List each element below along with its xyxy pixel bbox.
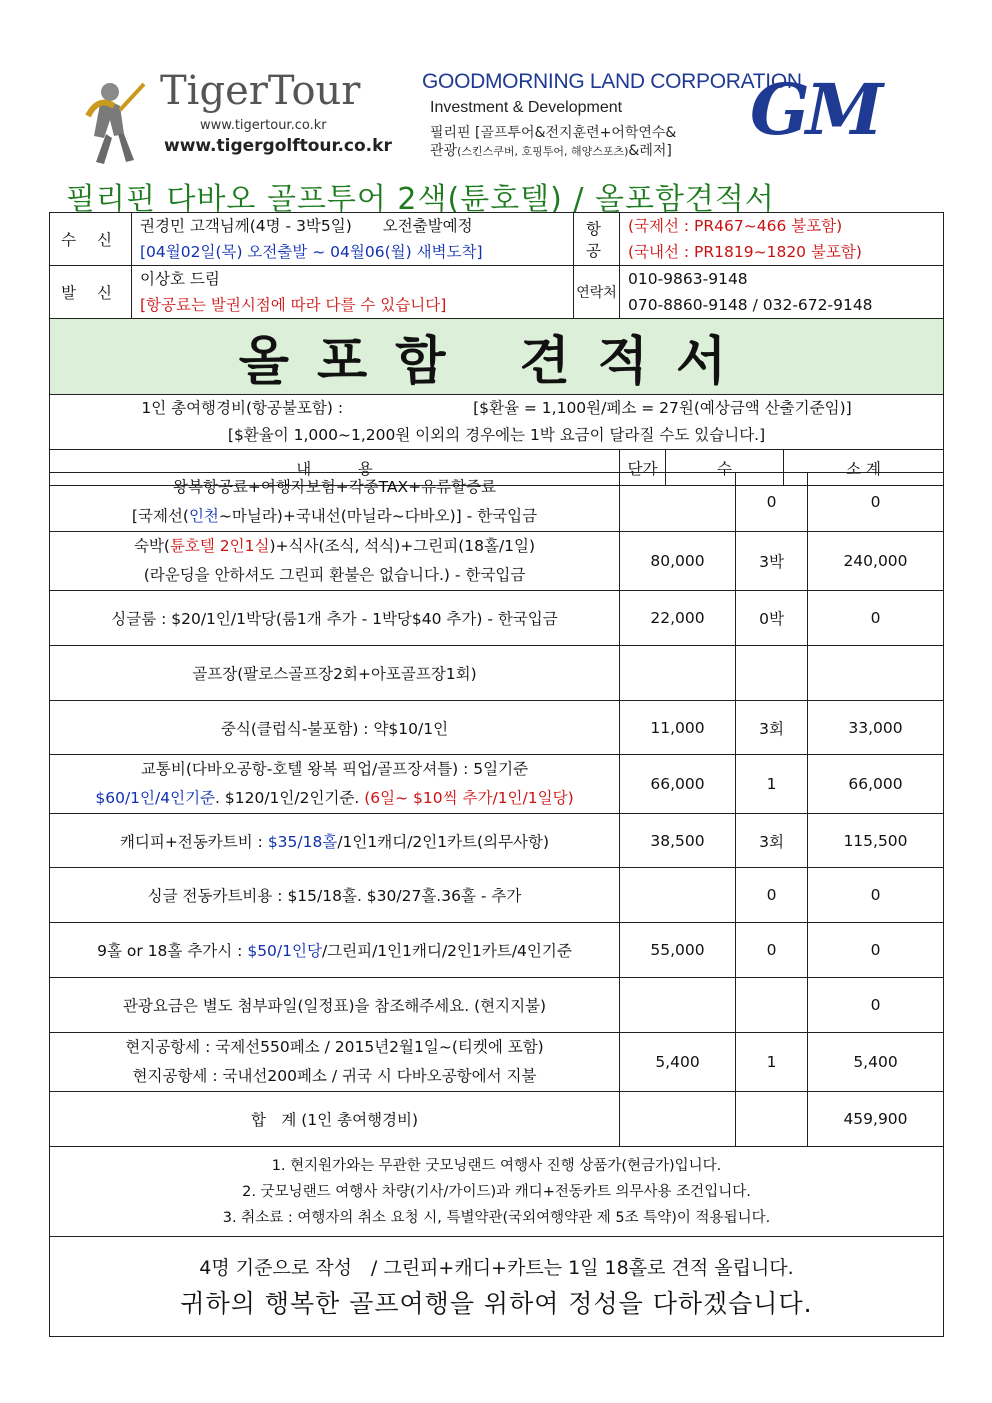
table-row: 9홀 or 18홀 추가시 : $50/1인당/그린피/1인1캐디/2인1카트/4인기준 <box>50 923 620 978</box>
items-table <box>49 472 944 1337</box>
note-item: 2. 굿모닝랜드 여행사 차량(기사/가이드)과 캐디+전동카트 의무사용 조건입니다. <box>242 1183 751 1200</box>
price-cell: 5,400 <box>620 1033 736 1092</box>
tigergolftour-url: www.tigergolftour.co.kr <box>164 136 392 156</box>
table-row: 현지공항세 : 국제선550페소 / 2015년2월1일~(티켓에 포함) 현지공항세 : 국내선200페소 / 귀국 시 다바오공항에서 지불 <box>50 1033 620 1092</box>
closing-block <box>50 1237 944 1337</box>
subtotal-cell: 5,400 <box>808 1033 944 1092</box>
contact-info: 010-9863-9148 070-8860-9148 / 032-672-9148 <box>620 266 944 319</box>
note-item: 3. 취소료 : 여행자의 취소 요청 시, 특별약관(국외여행약관 제 5조 특약)이 적용됩니다. <box>222 1209 771 1226</box>
table-row: 캐디피+전동카트비 : $35/18홀/1인1캐디/2인1카트(의무사항) <box>50 814 620 868</box>
price-cell <box>620 646 736 701</box>
table-row: 골프장(팔로스골프장2회+아포골프장1회) <box>50 646 620 701</box>
price-cell: 80,000 <box>620 532 736 591</box>
to-label: 수 신 <box>50 213 132 266</box>
table-row: 중식(클럽식-불포함) : 약$10/1인 <box>50 701 620 755</box>
air-info: (국제선 : PR467~466 불포함) (국내선 : PR1819~1820 불포함) <box>620 213 944 266</box>
golfer-logo-icon <box>70 76 150 166</box>
letterhead <box>60 66 940 166</box>
exchange-rate-info: 1인 총여행경비(항공불포함) : [$환율 = 1,100원/페소 = 27원(예상금액 산출기준임)] [$환율이 1,000~1,200원 이외의 경우에는 1박 요금이 달라질 수도 있습니다.] <box>50 395 944 450</box>
col-header-content: 내 용 <box>50 450 620 486</box>
recipient-info: 권경민 고객님께(4명 - 3박5일) 오전출발예정 [04월02일(목) 오전출발 ~ 04월06(월) 새벽도착] <box>132 213 574 266</box>
qty-cell <box>736 978 808 1033</box>
subtotal-cell: 0 <box>808 923 944 978</box>
corp-subtitle: Investment & Development <box>430 99 623 116</box>
subtotal-cell: 240,000 <box>808 532 944 591</box>
price-cell: 38,500 <box>620 814 736 868</box>
document-title: 필리핀 다바오 골프투어 2색(튠호텔) / 올포함견적서 <box>66 182 775 217</box>
qty-cell <box>736 646 808 701</box>
tigertour-logo-text: TigerTour <box>160 68 361 114</box>
table-row: 싱글 전동카트비용 : $15/18홀. $30/27홀.36홀 - 추가 <box>50 868 620 923</box>
price-cell: 11,000 <box>620 701 736 755</box>
table-row: 왕복항공료+여행자보험+각종TAX+유류할증료 [국제선(인천~마닐라)+국내선(마닐라~다바오)] - 한국입금 <box>50 473 620 532</box>
price-cell: 22,000 <box>620 591 736 646</box>
notes-block <box>50 1147 944 1237</box>
price-cell <box>620 868 736 923</box>
contact-label: 연락처 <box>574 266 620 319</box>
subtotal-cell: 115,500 <box>808 814 944 868</box>
table-row: 교통비(다바오공항-호텔 왕복 픽업/골프장셔틀) : 5일기준 $60/1인/4인기준. $120/1인/2인기준. (6일~ $10씩 추가/1인/1일당) <box>50 755 620 814</box>
price-cell <box>620 978 736 1033</box>
qty-cell: 0 <box>736 473 808 532</box>
table-row: 싱글룸 : $20/1인/1박당(룸1개 추가 - 1박당$40 추가) - 한국입금 <box>50 591 620 646</box>
qty-cell: 1 <box>736 1033 808 1092</box>
total-amount: 459,900 <box>808 1092 944 1147</box>
price-cell <box>620 1092 736 1147</box>
corp-services-line1: 필리핀 [골프투어&전지훈련+어학연수& <box>430 125 677 141</box>
qty-cell: 3박 <box>736 532 808 591</box>
price-cell: 55,000 <box>620 923 736 978</box>
subtotal-cell: 0 <box>808 868 944 923</box>
subtotal-cell <box>808 646 944 701</box>
col-header-price: 단가 <box>620 450 666 486</box>
sender-info: 이상호 드림 [항공료는 발권시점에 따라 다를 수 있습니다] <box>132 266 574 319</box>
qty-cell: 0 <box>736 868 808 923</box>
qty-cell: 3회 <box>736 701 808 755</box>
qty-cell: 3회 <box>736 814 808 868</box>
subtotal-cell: 33,000 <box>808 701 944 755</box>
qty-cell: 0박 <box>736 591 808 646</box>
total-row-label: 합 계 (1인 총여행경비) <box>50 1092 620 1147</box>
tigertour-url: www.tigertour.co.kr <box>200 118 327 133</box>
price-cell <box>620 473 736 532</box>
quote-title: 올포함 견적서 <box>50 319 944 395</box>
subtotal-cell: 66,000 <box>808 755 944 814</box>
air-label: 항 공 <box>574 213 620 266</box>
closing-line2: 귀하의 행복한 골프여행을 위하여 정성을 다하겠습니다. <box>180 1288 813 1318</box>
qty-cell <box>736 1092 808 1147</box>
qty-cell: 0 <box>736 923 808 978</box>
quote-table <box>49 212 944 486</box>
col-header-qty: 수 <box>666 450 784 486</box>
closing-line1: 4명 기준으로 작성 / 그린피+캐디+카트는 1일 18홀로 견적 올립니다. <box>199 1256 794 1279</box>
table-row: 관광요금은 별도 첨부파일(일정표)을 참조해주세요. (현지지불) <box>50 978 620 1033</box>
corp-services-line2: 관광(스킨스쿠버, 호핑투어, 해양스포츠)&레저] <box>430 143 672 159</box>
subtotal-cell: 0 <box>808 473 944 532</box>
table-row: 숙박(튠호텔 2인1실)+식사(조식, 석식)+그린피(18홀/1일) (라운딩을 안하셔도 그린피 환불은 없습니다.) - 한국입금 <box>50 532 620 591</box>
corp-name: GOODMORNING LAND CORPORATION <box>422 70 802 93</box>
from-label: 발 신 <box>50 266 132 319</box>
subtotal-cell: 0 <box>808 978 944 1033</box>
subtotal-cell: 0 <box>808 591 944 646</box>
qty-cell: 1 <box>736 755 808 814</box>
col-header-subtotal: 소 계 <box>784 450 944 486</box>
note-item: 1. 현지원가와는 무관한 굿모닝랜드 여행사 진행 상품가(현금가)입니다. <box>271 1157 722 1174</box>
price-cell: 66,000 <box>620 755 736 814</box>
gm-logo: GM <box>750 68 880 151</box>
